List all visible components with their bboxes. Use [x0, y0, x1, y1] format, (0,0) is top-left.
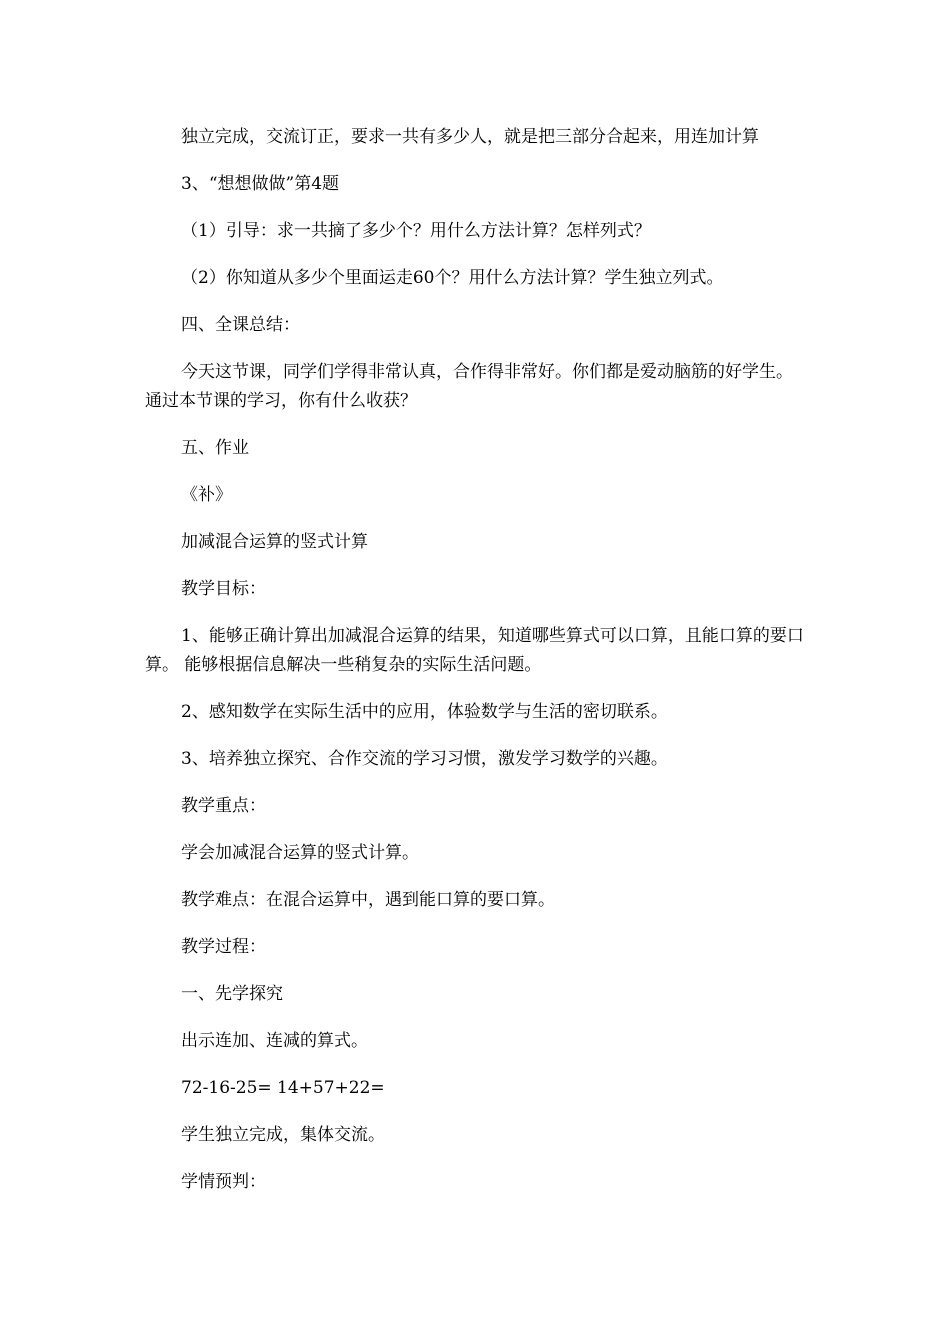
goal-1: 1、能够正确计算出加减混合运算的结果，知道哪些算式可以口算，且能口算的要口算。 能够根据信息解决一些稍复杂的实际生活问题。 [145, 626, 804, 675]
lesson-title: 加减混合运算的竖式计算 [181, 532, 368, 552]
difficult-point: 教学难点：在混合运算中，遇到能口算的要口算。 [181, 890, 555, 910]
paragraph-supplement: 《补》 [181, 485, 232, 505]
paragraph-3: （1）引导：求一共摘了多少个？用什么方法计算？怎样列式？ [181, 221, 651, 241]
heading-teaching-goals: 教学目标： [181, 579, 266, 599]
heading-teaching-process: 教学过程： [181, 937, 266, 957]
paragraph-4: （2）你知道从多少个里面运走60个？用什么方法计算？学生独立列式。 [181, 268, 724, 288]
section-heading-explore: 一、先学探究 [181, 984, 283, 1004]
paragraph-prediction: 学情预判： [181, 1172, 266, 1192]
heading-key-points: 教学重点： [181, 796, 266, 816]
document-body [145, 123, 810, 1215]
key-point-text: 学会加减混合运算的竖式计算。 [181, 843, 419, 863]
paragraph-1: 独立完成，交流订正，要求一共有多少人，就是把三部分合起来，用连加计算 [181, 127, 759, 147]
paragraph-expressions: 72-16-25= 14+57+22= [181, 1078, 385, 1098]
section-heading-homework: 五、作业 [181, 438, 249, 458]
paragraph-summary: 今天这节课，同学们学得非常认真，合作得非常好。你们都是爱动脑筋的好学生。 通过本节课的学习，你有什么收获？ [145, 362, 799, 411]
paragraph-students-complete: 学生独立完成，集体交流。 [181, 1125, 385, 1145]
goal-2: 2、感知数学在实际生活中的应用，体验数学与生活的密切联系。 [181, 702, 668, 722]
section-heading-summary: 四、全课总结： [181, 315, 300, 335]
paragraph-show-expressions: 出示连加、连减的算式。 [181, 1031, 368, 1051]
paragraph-2: 3、“想想做做”第4题 [181, 174, 340, 194]
goal-3: 3、培养独立探究、合作交流的学习习惯，激发学习数学的兴趣。 [181, 749, 668, 769]
